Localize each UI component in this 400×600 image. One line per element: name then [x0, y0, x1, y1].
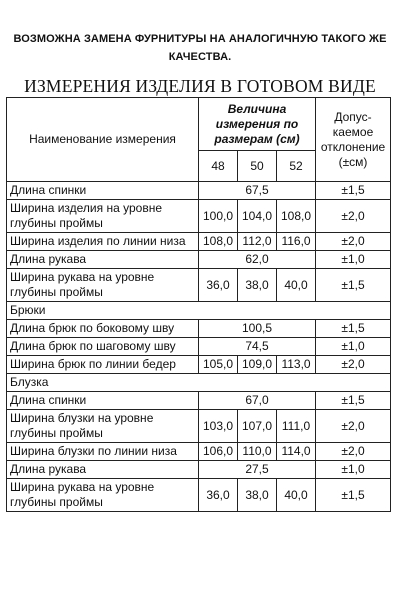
measurement-value-size-50: 38,0: [238, 269, 277, 302]
measurement-value-size-48: 106,0: [199, 443, 238, 461]
section-row: [7, 302, 391, 320]
measurement-value-size-50: 104,0: [238, 200, 277, 233]
tolerance-value: ±2,0: [316, 443, 391, 461]
tolerance-value: ±1,5: [316, 320, 391, 338]
measurement-value-size-50: 110,0: [238, 443, 277, 461]
measurement-name: Длина брюк по шаговому шву: [7, 338, 199, 356]
measurement-value-size-50: 112,0: [238, 233, 277, 251]
tolerance-value: ±1,5: [316, 392, 391, 410]
tolerance-value: ±2,0: [316, 410, 391, 443]
size-50: 50: [238, 151, 277, 182]
measurement-value-size-50: 109,0: [238, 356, 277, 374]
table-row: [7, 410, 391, 443]
measurement-value-size-52: 114,0: [277, 443, 316, 461]
measurement-value-size-52: 113,0: [277, 356, 316, 374]
measurement-value-size-48: 103,0: [199, 410, 238, 443]
measurement-name: Ширина рукава на уровне глубины проймы: [7, 269, 199, 302]
table-row: [7, 338, 391, 356]
measurement-name: Ширина брюк по линии бедер: [7, 356, 199, 374]
table-row: [7, 182, 391, 200]
measurement-value-size-52: 40,0: [277, 269, 316, 302]
tolerance-value: ±1,0: [316, 338, 391, 356]
tolerance-value: ±2,0: [316, 356, 391, 374]
measurement-value: 62,0: [199, 251, 316, 269]
measurement-value: 67,5: [199, 182, 316, 200]
measurement-name: Ширина изделия по линии низа: [7, 233, 199, 251]
tolerance-value: ±1,5: [316, 479, 391, 512]
measurement-value: 67,0: [199, 392, 316, 410]
table-header-row: [7, 98, 391, 151]
measurement-name: Ширина блузки по линии низа: [7, 443, 199, 461]
section-label: Блузка: [7, 374, 391, 392]
measurement-name: Длина рукава: [7, 461, 199, 479]
table-row: [7, 392, 391, 410]
measurement-value: 100,5: [199, 320, 316, 338]
measurement-value-size-48: 100,0: [199, 200, 238, 233]
table-row: [7, 479, 391, 512]
header-sizes: Величина измерения по размерам (см): [199, 98, 316, 151]
measurement-value-size-52: 111,0: [277, 410, 316, 443]
tolerance-value: ±1,5: [316, 269, 391, 302]
measurement-name: Длина рукава: [7, 251, 199, 269]
header-tolerance: Допус-каемое отклонение (±см): [316, 98, 391, 182]
measurement-value-size-48: 105,0: [199, 356, 238, 374]
measurement-name: Ширина блузки на уровне глубины проймы: [7, 410, 199, 443]
substitution-notice: ВОЗМОЖНА ЗАМЕНА ФУРНИТУРЫ НА АНАЛОГИЧНУЮ ТАКОГО ЖЕ КАЧЕСТВА.: [13, 33, 387, 63]
measurement-name: Длина спинки: [7, 392, 199, 410]
tolerance-value: ±1,0: [316, 461, 391, 479]
measurement-value-size-52: 108,0: [277, 200, 316, 233]
section-row: [7, 374, 391, 392]
measurement-name: Ширина рукава на уровне глубины проймы: [7, 479, 199, 512]
table-row: [7, 233, 391, 251]
measurement-value-size-50: 38,0: [238, 479, 277, 512]
table-row: [7, 356, 391, 374]
section-label: Брюки: [7, 302, 391, 320]
measurement-value-size-48: 36,0: [199, 479, 238, 512]
table-row: [7, 251, 391, 269]
table-row: [7, 269, 391, 302]
table-row: [7, 320, 391, 338]
measurement-value: 27,5: [199, 461, 316, 479]
measurement-value-size-48: 36,0: [199, 269, 238, 302]
measurement-name: Длина спинки: [7, 182, 199, 200]
tolerance-value: ±1,0: [316, 251, 391, 269]
size-48: 48: [199, 151, 238, 182]
measurements-table: [6, 97, 391, 512]
measurement-name: Ширина изделия на уровне глубины проймы: [7, 200, 199, 233]
tolerance-value: ±1,5: [316, 182, 391, 200]
measurement-value-size-52: 40,0: [277, 479, 316, 512]
measurement-value-size-48: 108,0: [199, 233, 238, 251]
measurement-value-size-52: 116,0: [277, 233, 316, 251]
measurement-name: Длина брюк по боковому шву: [7, 320, 199, 338]
tolerance-value: ±2,0: [316, 233, 391, 251]
header-name: Наименование измерения: [7, 98, 199, 182]
tolerance-value: ±2,0: [316, 200, 391, 233]
measurement-value-size-50: 107,0: [238, 410, 277, 443]
size-52: 52: [277, 151, 316, 182]
measurement-value: 74,5: [199, 338, 316, 356]
table-row: [7, 461, 391, 479]
table-row: [7, 200, 391, 233]
page-title: ИЗМЕРЕНИЯ ИЗДЕЛИЯ В ГОТОВОМ ВИДЕ: [24, 76, 376, 96]
table-row: [7, 443, 391, 461]
